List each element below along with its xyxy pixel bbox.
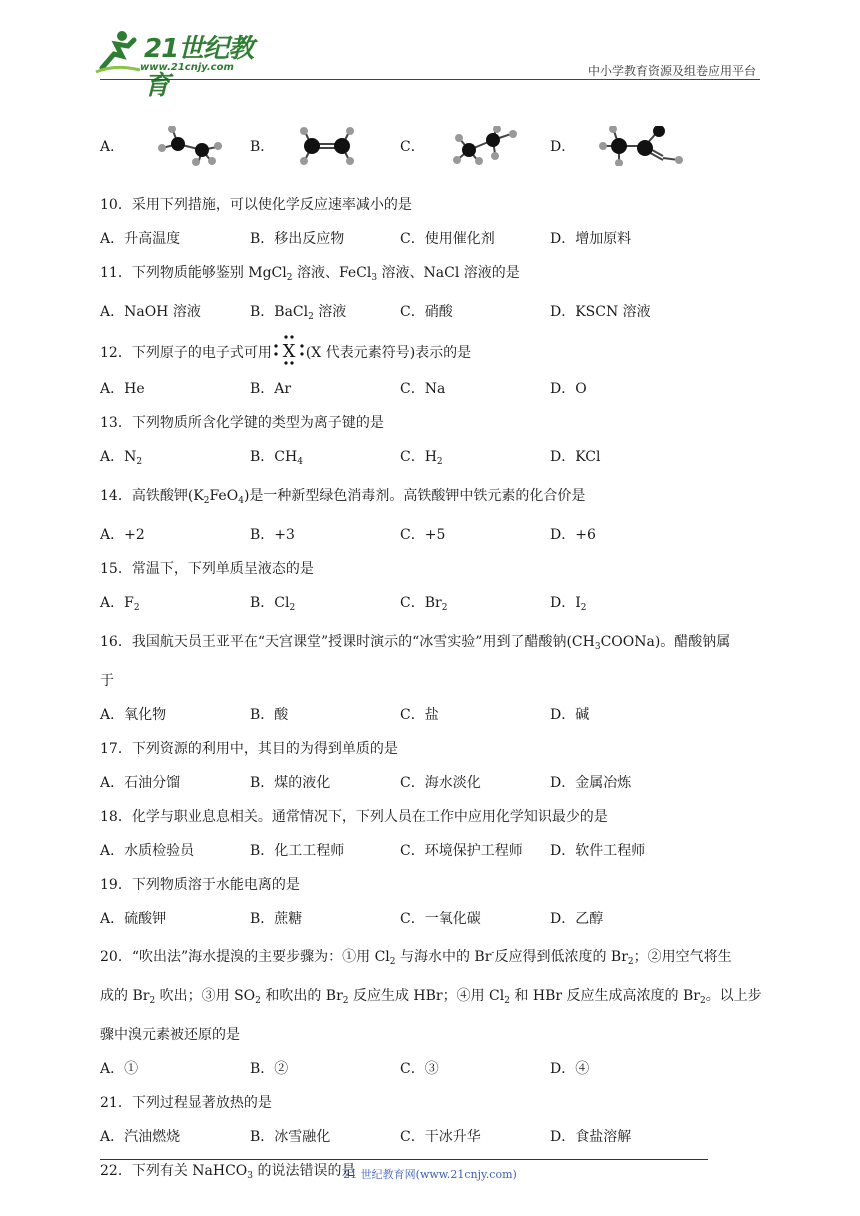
question-12: 12．下列原子的电子式可用 X (X 代表元素符号)表示的是 bbox=[100, 334, 762, 372]
question-11: 11．下列物质能够鉴别 MgCl$_2$ 溶液、FeCl$_3$ 溶液、NaCl 溶液的是 bbox=[100, 265, 520, 283]
q9-option-d-label: D． bbox=[550, 139, 576, 155]
q16-option-b[interactable]: B．酸 bbox=[250, 707, 289, 723]
molecule-a-icon bbox=[132, 126, 222, 166]
question-19: 19．下列物质溶于水能电离的是 bbox=[100, 877, 300, 893]
q21-options bbox=[100, 1120, 762, 1154]
q18-option-b[interactable]: B．化工工程师 bbox=[250, 843, 345, 859]
molecule-c-icon bbox=[433, 126, 523, 166]
question-17: 17．下列资源的利用中，其目的为得到单质的是 bbox=[100, 741, 398, 757]
q18-option-a[interactable]: A．水质检验员 bbox=[100, 843, 195, 859]
q15-option-c[interactable]: C．$Br_2$ bbox=[400, 595, 448, 613]
q15-option-a[interactable]: A．$F_2$ bbox=[100, 595, 140, 613]
q9-option-a[interactable] bbox=[100, 126, 250, 166]
q19-option-a[interactable]: A．硫酸钾 bbox=[100, 911, 167, 927]
q16-option-c[interactable]: C．盐 bbox=[400, 707, 439, 723]
q12-option-d[interactable]: D．O bbox=[550, 381, 587, 397]
q11-option-c[interactable]: C．硝酸 bbox=[400, 304, 453, 320]
q13-option-b[interactable]: B．$CH_4$ bbox=[250, 449, 303, 467]
molecule-b-icon bbox=[282, 126, 372, 166]
q18-option-d[interactable]: D．软件工程师 bbox=[550, 843, 646, 859]
question-14: 14．高铁酸钾$(K_2FeO_4)$是一种新型绿色消毒剂。高铁酸钾中铁元素的化合价是 bbox=[100, 488, 586, 506]
q10-option-d[interactable]: D．增加原料 bbox=[550, 231, 632, 247]
question-content bbox=[100, 126, 762, 1193]
q9-option-a-label: A． bbox=[100, 139, 125, 155]
runner-logo-icon bbox=[92, 26, 142, 76]
q9-option-b-label: B． bbox=[250, 139, 275, 155]
q13-option-a[interactable]: A．$N_2$ bbox=[100, 449, 143, 467]
q17-option-a[interactable]: A．石油分馏 bbox=[100, 775, 181, 791]
logo-url: www.21cnjy.com bbox=[140, 62, 234, 73]
q17-option-c[interactable]: C．海水淡化 bbox=[400, 775, 481, 791]
q9-option-d[interactable] bbox=[550, 126, 700, 166]
site-logo[interactable] bbox=[92, 26, 262, 101]
q21-option-d[interactable]: D．食盐溶解 bbox=[550, 1129, 632, 1145]
molecule-d-icon bbox=[583, 126, 683, 166]
question-16: 16．我国航天员王亚平在“天宫课堂”授课时演示的“冰雪实验”用到了醋酸钠$(CH_3COONa)$。醋酸钠属 bbox=[100, 634, 731, 652]
q17-option-b[interactable]: B．煤的液化 bbox=[250, 775, 331, 791]
q20-option-c[interactable]: C．③ bbox=[400, 1061, 439, 1077]
q12-option-b[interactable]: B．Ar bbox=[250, 381, 292, 397]
q21-option-a[interactable]: A．汽油燃烧 bbox=[100, 1129, 181, 1145]
q18-option-c[interactable]: C．环境保护工程师 bbox=[400, 843, 523, 859]
page-header bbox=[0, 0, 860, 101]
q9-option-c[interactable] bbox=[400, 126, 550, 166]
q16-option-d[interactable]: D．碱 bbox=[550, 707, 590, 723]
q15-options bbox=[100, 586, 762, 625]
q16-option-a[interactable]: A．氧化物 bbox=[100, 707, 167, 723]
logo-text: 21世纪教育 bbox=[144, 34, 254, 101]
question-20: 20．“吹出法”海水提溴的主要步骤为：①用 $Cl_2$ 与海水中的 Br-反应得到低浓度的 $Br_2$；②用空气将生 bbox=[100, 948, 732, 967]
q14-option-d[interactable]: D．+6 bbox=[550, 527, 596, 543]
q11-option-a[interactable]: A．NaOH 溶液 bbox=[100, 304, 201, 320]
q14-option-a[interactable]: A．+2 bbox=[100, 527, 145, 543]
q13-options bbox=[100, 440, 762, 479]
q19-option-b[interactable]: B．蔗糖 bbox=[250, 911, 303, 927]
q20-options bbox=[100, 1052, 762, 1086]
q14-options bbox=[100, 518, 762, 552]
electron-dot-x-icon bbox=[272, 335, 306, 365]
question-15: 15．常温下，下列单质呈液态的是 bbox=[100, 561, 314, 577]
q11-option-d[interactable]: D．KSCN 溶液 bbox=[550, 304, 651, 320]
q18-options bbox=[100, 834, 762, 868]
question-22: 22．下列有关 NaHCO$_3$ 的说法错误的是 bbox=[100, 1163, 356, 1181]
q9-option-c-label: C． bbox=[400, 139, 425, 155]
question-20-line3: 骤中溴元素被还原的是 bbox=[100, 1027, 240, 1043]
q12-options bbox=[100, 372, 762, 406]
q9-option-b[interactable] bbox=[250, 126, 400, 166]
header-platform-title: 中小学教育资源及组卷应用平台 bbox=[587, 64, 756, 78]
q20-option-d[interactable]: D．④ bbox=[550, 1061, 590, 1077]
q12-option-a[interactable]: A．He bbox=[100, 381, 145, 397]
q12-option-c[interactable]: C．Na bbox=[400, 381, 446, 397]
q20-option-a[interactable]: A．① bbox=[100, 1061, 139, 1077]
q13-option-c[interactable]: C．$H_2$ bbox=[400, 449, 443, 467]
q17-options bbox=[100, 766, 762, 800]
q15-option-b[interactable]: B．$Cl_2$ bbox=[250, 595, 296, 613]
q10-option-c[interactable]: C．使用催化剂 bbox=[400, 231, 495, 247]
q10-option-a[interactable]: A．升高温度 bbox=[100, 231, 181, 247]
q13-option-d[interactable]: D．KCl bbox=[550, 449, 601, 465]
question-13: 13．下列物质所含化学键的类型为离子键的是 bbox=[100, 415, 384, 431]
q11-options bbox=[100, 295, 762, 334]
q17-option-d[interactable]: D．金属冶炼 bbox=[550, 775, 632, 791]
q10-option-b[interactable]: B．移出反应物 bbox=[250, 231, 345, 247]
q9-options bbox=[100, 126, 762, 166]
header-divider bbox=[100, 79, 760, 80]
q21-option-b[interactable]: B．冰雪融化 bbox=[250, 1129, 331, 1145]
footer-divider bbox=[100, 1159, 708, 1160]
q16-options bbox=[100, 698, 762, 732]
q14-option-c[interactable]: C．+5 bbox=[400, 527, 446, 543]
question-21: 21．下列过程显著放热的是 bbox=[100, 1095, 272, 1111]
question-16-line2: 于 bbox=[100, 673, 114, 689]
q11-option-b[interactable]: B．BaCl$_2$ 溶液 bbox=[250, 304, 347, 322]
question-18: 18．化学与职业息息相关。通常情况下，下列人员在工作中应用化学知识最少的是 bbox=[100, 809, 608, 825]
q19-option-c[interactable]: C．一氧化碳 bbox=[400, 911, 481, 927]
q20-option-b[interactable]: B．② bbox=[250, 1061, 289, 1077]
q15-option-d[interactable]: D．$I_2$ bbox=[550, 595, 587, 613]
q21-option-c[interactable]: C．干冰升华 bbox=[400, 1129, 481, 1145]
electron-dot-symbol: X bbox=[282, 341, 296, 362]
question-20-line2: 成的 $Br_2$ 吹出；③用 $SO_2$ 和吹出的 $Br_2$ 反应生成 HBr；④用 $Cl_2$ 和 HBr 反应生成高浓度的 $Br_2$。以上步 bbox=[100, 988, 762, 1006]
q14-option-b[interactable]: B．+3 bbox=[250, 527, 295, 543]
q19-options bbox=[100, 902, 762, 936]
question-10: 10．采用下列措施，可以使化学反应速率减小的是 bbox=[100, 197, 412, 213]
q10-options bbox=[100, 222, 762, 256]
q19-option-d[interactable]: D．乙醇 bbox=[550, 911, 604, 927]
footer-link[interactable]: 21 世纪教育网(www.21cnjy.com) bbox=[343, 1168, 517, 1181]
